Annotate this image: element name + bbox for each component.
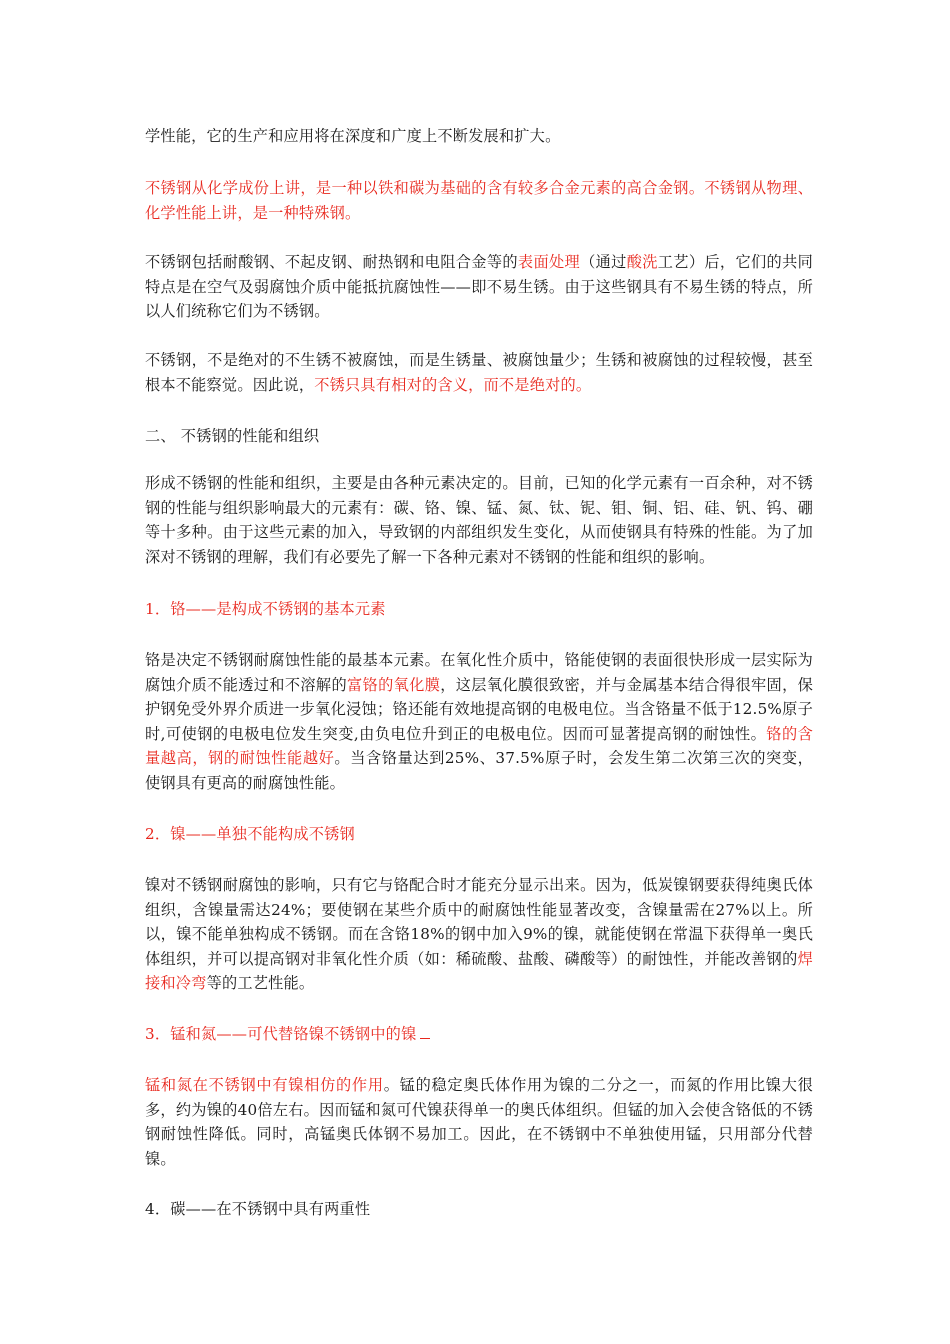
paragraph-text: 形成不锈钢的性能和组织，主要是由各种元素决定的。目前，已知的化学元素有一百余种，对不锈钢的性能与组织影响最大的元素有：碳、铬、镍、锰、氮、钛、铌、钼、铜、铝、硅、钒、钨、硼等十多种。由于这些元素的加入，导致钢的内部组织发生变化，从而使钢具有特殊的性能。为了加深对不锈钢的理解，我们有必要先了解一下各种元素对不锈钢的性能和组织的影响。 — [145, 474, 813, 566]
surface-treatment-link[interactable]: 表面处理 — [517, 253, 581, 271]
paragraph-text: 不锈钢，不是绝对的不生锈不被腐蚀，而是生锈量、被腐蚀量少；生锈和被腐蚀的过程较慢，甚至根本不能察觉。因此说， — [145, 351, 813, 394]
subheading-manganese-nitrogen: 3．锰和氮——可代替铬镍不锈钢中的镍 — [145, 1022, 813, 1047]
section-heading: 二、 不锈钢的性能和组织 — [145, 427, 320, 445]
paragraph-text: 。当含铬量达到25%、37.5%原子时，会发生第二次第三次的突变，使钢具有更高的耐腐蚀性能。 — [145, 749, 813, 792]
pickling-link[interactable]: 酸洗 — [626, 253, 658, 271]
chromium-oxide-film-link[interactable]: 富铬的氧化膜 — [347, 675, 441, 694]
paragraph-nickel — [145, 873, 813, 996]
paragraph-definition — [145, 176, 813, 225]
highlighted-text: 铬的含量越高，钢的耐蚀性能越好 — [145, 724, 814, 768]
paragraph-text: 铬是决定不锈钢耐腐蚀性能的最基本元素。在氧化性介质中，铬能使钢的表面很快形成一层实际为腐蚀介质不能透过和不溶解的 — [145, 651, 813, 694]
welding-cold-bending-link[interactable]: 焊接和冷弯 — [145, 949, 813, 993]
paragraph-types — [145, 250, 813, 324]
subheading-carbon: 4．碳——在不锈钢中具有两重性 — [145, 1200, 371, 1218]
paragraph-relative — [145, 348, 813, 397]
subheading-chromium: 1．铬——是构成不锈钢的基本元素 — [145, 600, 386, 618]
paragraph-text: 工艺）后，它们的共同特点是在空气及弱腐蚀介质中能抵抗腐蚀性——即不易生锈。由于这些钢具有不易生锈的特点，所以人们统称它们为不锈钢。 — [145, 253, 813, 321]
paragraph-text: 学性能，它的生产和应用将在深度和广度上不断发展和扩大。 — [145, 127, 561, 145]
highlighted-text: 不锈钢从化学成份上讲，是一种以铁和碳为基础的含有较多合金元素的高合金钢。不锈钢从物理、化学性能上讲，是一种特殊钢。 — [145, 179, 813, 222]
paragraph-text: 等的工艺性能。 — [206, 974, 315, 993]
paragraph-manganese — [145, 1073, 813, 1171]
paragraph-text: 。锰的稳定奥氏体作用为镍的二分之一，而氮的作用比镍大很多，约为镍的40倍左右。因而锰和氮可代镍获得单一的奥氏体组织。但锰的加入会使含铬低的不锈钢耐蚀性降低。同时，高锰奥氏体钢不易加工。因此，在不锈钢中不单独使用锰，只用部分代替镍。 — [145, 1076, 814, 1168]
highlighted-text: 锰和氮在不锈钢中有镍相仿的作用 — [145, 1076, 384, 1094]
paragraph-text: ，这层氧化膜很致密，并与金属基本结合得很牢固，保护钢免受外界介质进一步氧化浸蚀；铬还能有效地提高钢的电极电位。当含铬量不低于12.5%原子时,可使钢的电极电位发生突变,由负电位升到正的电极电位。因而可显著提高钢的耐蚀性。 — [145, 675, 813, 743]
paragraph-elements — [145, 471, 813, 569]
highlighted-text: 不锈只具有相对的含义，而不是绝对的。 — [314, 375, 592, 394]
paragraph-text: 不锈钢包括耐酸钢、不起皮钢、耐热钢和电阻合金等的 — [145, 253, 518, 271]
paragraph-intro-end — [145, 124, 813, 149]
paragraph-text: （通过 — [580, 253, 627, 271]
underline-mark — [420, 1038, 430, 1039]
paragraph-text: 镍对不锈钢耐腐蚀的影响，只有它与铬配合时才能充分显示出来。因为，低炭镍钢要获得纯奥氏体组织，含镍量需达24%；要使钢在某些介质中的耐腐蚀性能显著改变，含镍量需在27%以上。所以，镍不能单独构成不锈钢。而在含铬18%的钢中加入9%的镍，就能使钢在常温下获得单一奥氏体组织，并可以提高钢对非氧化性介质（如：稀硫酸、盐酸、磷酸等）的耐蚀性，并能改善钢的 — [145, 876, 813, 968]
paragraph-chromium — [145, 648, 813, 796]
subheading-nickel: 2．镍——单独不能构成不锈钢 — [145, 825, 355, 843]
